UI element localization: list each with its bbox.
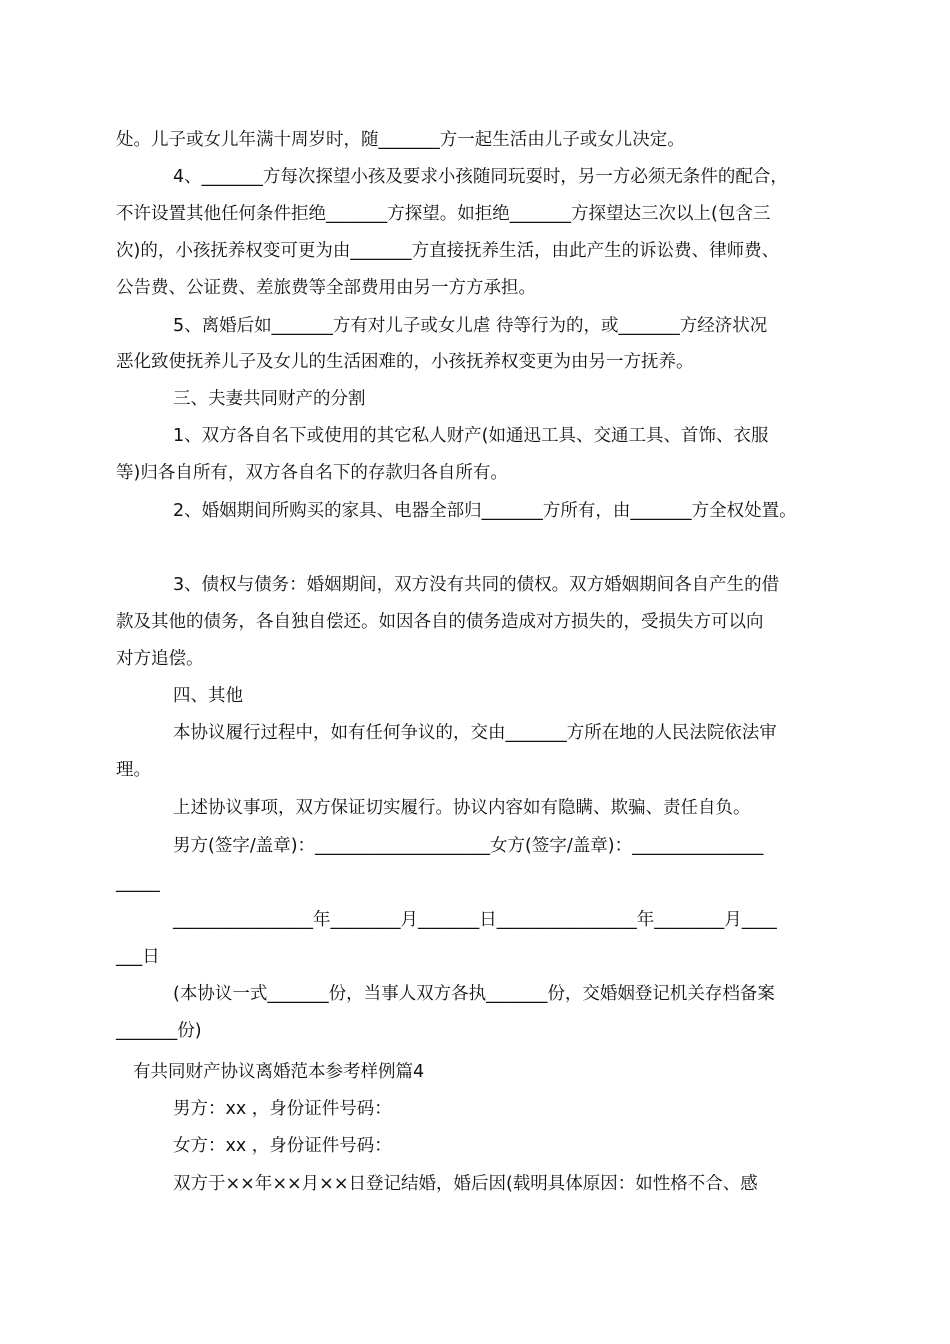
text-line: 款及其他的债务，各自独自偿还。如因各自的债务造成对方损失的，受损失方可以向: [116, 612, 764, 632]
text-line: 2、婚姻期间所购买的家具、电器全部归_______方所有，由_______方全权处置。: [173, 501, 797, 521]
text-line: (本协议一式_______份，当事人双方各执_______份，交婚姻登记机关存档备案: [173, 984, 775, 1004]
text-line: 4、_______方每次探望小孩及要求小孩随同玩耍时，另一方必须无条件的配合，: [173, 167, 788, 187]
text-line: 等)归各自所有，双方各自名下的存款归各自所有。: [116, 463, 508, 483]
text-line: 处。儿子或女儿年满十周岁时，随_______方一起生活由儿子或女儿决定。: [116, 130, 685, 150]
text-line: 1、双方各自名下或使用的其它私人财产(如通迅工具、交通工具、首饰、衣服: [173, 426, 769, 446]
text-line: 次)的，小孩抚养权变可更为由_______方直接抚养生活，由此产生的诉讼费、律师费、: [116, 241, 780, 261]
text-line: 理。: [116, 760, 151, 780]
text-line: 本协议履行过程中，如有任何争议的，交由_______方所在地的人民法院依法审: [173, 723, 777, 743]
text-line: 公告费、公证费、差旅费等全部费用由另一方方承担。: [116, 278, 536, 298]
text-line: 恶化致使抚养儿子及女儿的生活困难的，小孩抚养权变更为由另一方抚养。: [116, 352, 694, 372]
text-line: 男方：xx ，身份证件号码：: [173, 1099, 392, 1119]
text-line: _______份): [116, 1021, 202, 1041]
text-line: 3、债权与债务：婚姻期间，双方没有共同的债权。双方婚姻期间各自产生的借: [173, 575, 780, 595]
text-line: 双方于××年××月××日登记结婚，婚后因(载明具体原因：如性格不合、感: [173, 1174, 758, 1194]
article-title: 有共同财产协议离婚范本参考样例篇4: [133, 1062, 425, 1082]
text-line: 上述协议事项，双方保证切实履行。协议内容如有隐瞒、欺骗、责任自负。: [173, 798, 751, 818]
signature-line-continued: _____: [116, 873, 160, 893]
date-line: ________________年________月_______日________________年________月____: [173, 910, 777, 930]
text-line: 5、离婚后如_______方有对儿子或女儿虐 待等行为的，或_______方经济状况: [173, 316, 768, 336]
date-line-continued: ___日: [116, 947, 160, 967]
section-heading: 三、夫妻共同财产的分割: [173, 389, 366, 409]
section-heading: 四、其他: [173, 686, 243, 706]
text-line: 女方：xx ，身份证件号码：: [173, 1136, 392, 1156]
text-line: 对方追偿。: [116, 649, 204, 669]
signature-line: 男方(签字/盖章)：____________________女方(签字/盖章)：_______________: [173, 836, 764, 856]
text-line: 不许设置其他任何条件拒绝_______方探望。如拒绝_______方探望达三次以上(包含三: [116, 204, 771, 224]
